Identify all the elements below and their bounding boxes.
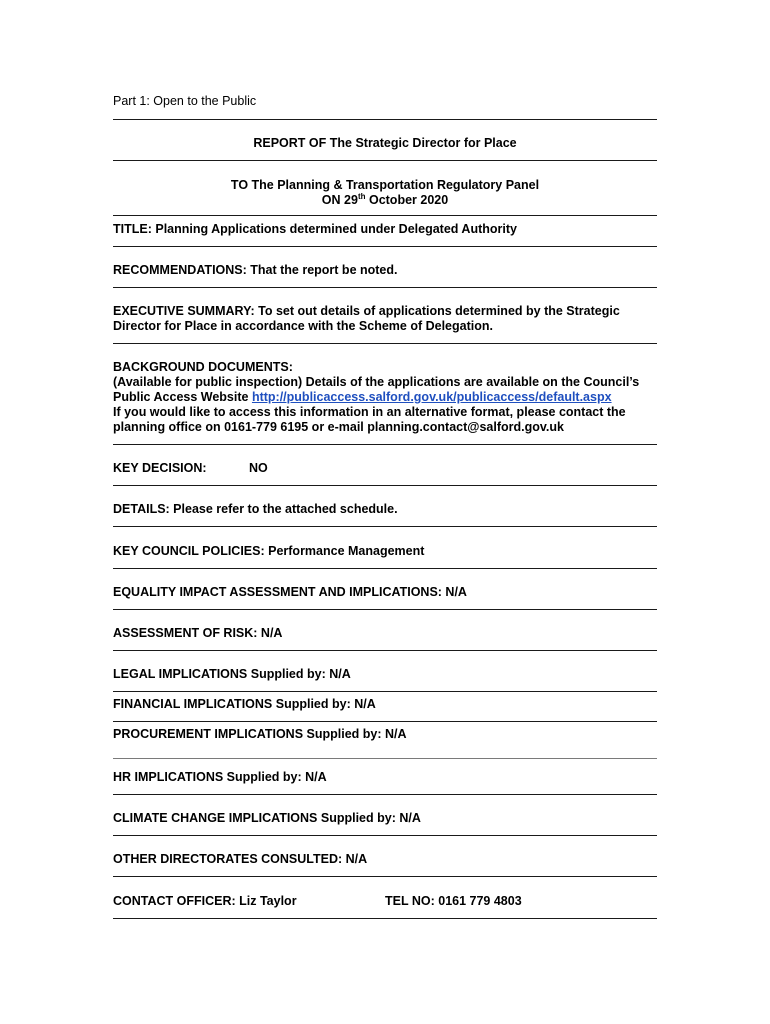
equality-impact: EQUALITY IMPACT ASSESSMENT AND IMPLICATIONS: N/A [113,585,467,599]
executive-summary: EXECUTIVE SUMMARY: To set out details of applications determined by the Strategic Director for Place in accordance with the Scheme of Delegation. [113,304,620,333]
divider [113,444,657,445]
divider [113,160,657,161]
background-line: planning office on 0161-779 6195 or e-mail planning.contact@salford.gov.uk [113,420,564,434]
divider [113,485,657,486]
key-council-policies: KEY COUNCIL POLICIES: Performance Management [113,544,425,558]
date-suffix: th [357,191,366,201]
report-of: REPORT OF The Strategic Director for Place [253,136,517,150]
divider [113,876,657,877]
assessment-of-risk: ASSESSMENT OF RISK: N/A [113,626,283,640]
public-access-link[interactable]: http://publicaccess.salford.gov.uk/publicaccess/default.aspx [251,390,612,404]
background-heading: BACKGROUND DOCUMENTS: [113,360,293,374]
procurement-implications: PROCUREMENT IMPLICATIONS Supplied by: N/A [113,727,407,741]
financial-implications: FINANCIAL IMPLICATIONS Supplied by: N/A [113,697,376,711]
divider [113,835,657,836]
legal-implications: LEGAL IMPLICATIONS Supplied by: N/A [113,667,351,681]
divider [113,609,657,610]
on-date: ON 29th October 2020 [321,191,449,207]
key-decision [113,461,657,476]
key-decision-label: KEY DECISION: [113,461,207,475]
contact-officer: CONTACT OFFICER: Liz Taylor [113,894,297,908]
divider [113,918,657,919]
other-directorates: OTHER DIRECTORATES CONSULTED: N/A [113,852,368,866]
divider [113,794,657,795]
telephone-number: TEL NO: 0161 779 4803 [385,894,522,908]
website-line: Public Access Website http://publicaccess.salford.gov.uk/publicaccess/default.aspx [113,390,612,404]
divider [113,119,657,120]
climate-change-implications: CLIMATE CHANGE IMPLICATIONS Supplied by: N/A [113,811,421,825]
key-decision-value: NO [249,461,268,475]
divider [113,758,657,759]
report-title: TITLE: Planning Applications determined under Delegated Authority [113,222,517,236]
background-line: If you would like to access this information in an alternative format, please contact the [113,405,626,419]
divider [113,526,657,527]
part-label: Part 1: Open to the Public [113,94,257,108]
divider [113,568,657,569]
divider [113,650,657,651]
divider [113,287,657,288]
recommendations: RECOMMENDATIONS: That the report be noted. [113,263,398,277]
details: DETAILS: Please refer to the attached schedule. [113,502,398,516]
to-line: TO The Planning & Transportation Regulatory Panel [230,178,540,192]
divider [113,246,657,247]
divider [113,691,657,692]
background-line: (Available for public inspection) Details of the applications are available on the Council’s [113,375,640,389]
divider [113,721,657,722]
background-documents [113,360,657,435]
divider [113,215,657,216]
divider [113,343,657,344]
hr-implications: HR IMPLICATIONS Supplied by: N/A [113,770,327,784]
contact-row [113,894,657,909]
to-panel [113,178,657,208]
